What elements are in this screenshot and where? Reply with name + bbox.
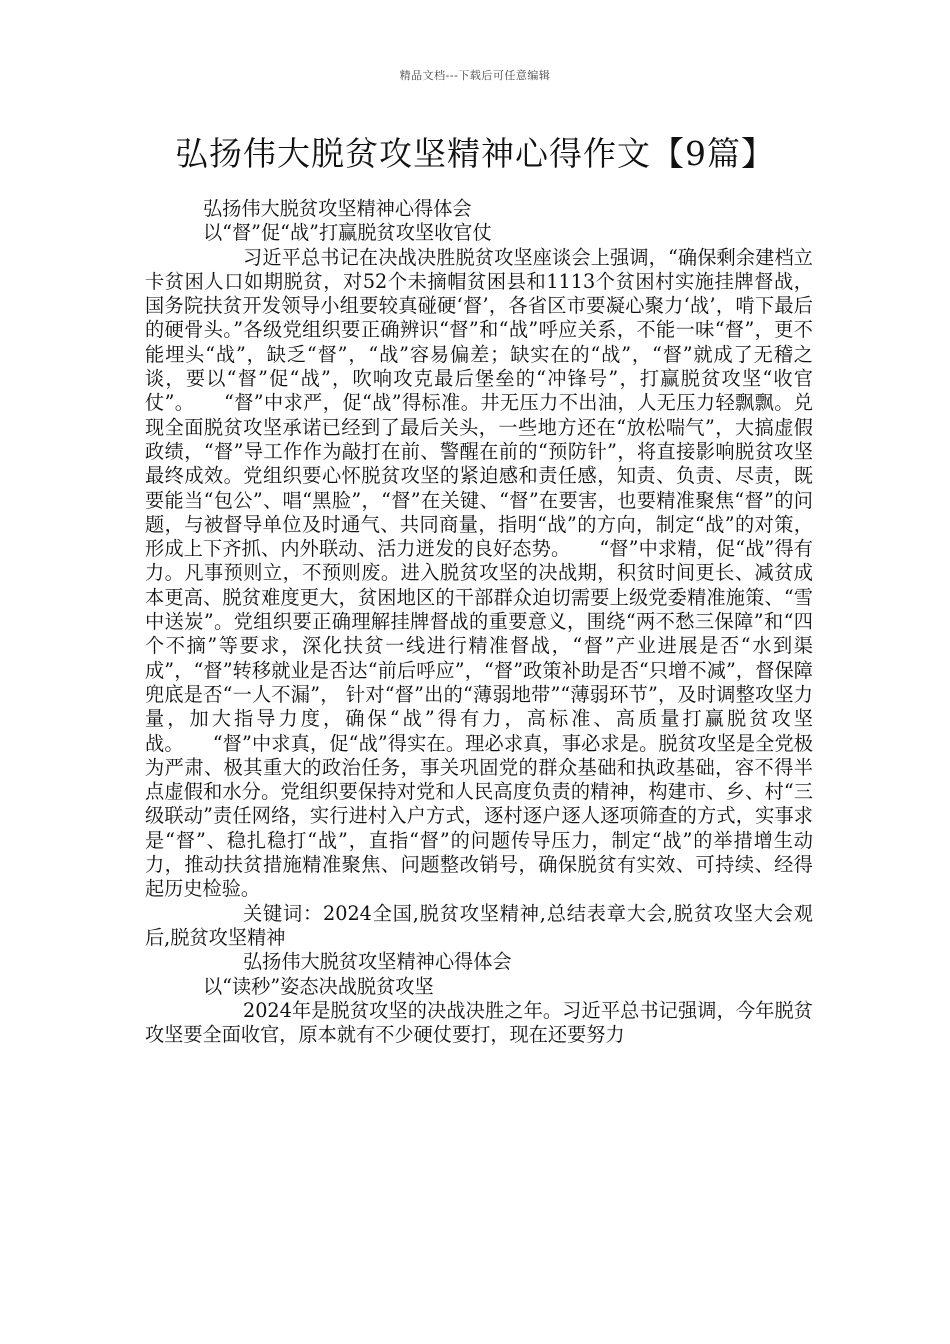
section2-heading: 弘扬伟大脱贫攻坚精神心得体会 <box>243 950 512 974</box>
section1-heading: 弘扬伟大脱贫攻坚精神心得体会 <box>203 197 472 220</box>
section1-subheading: 以“督”促“战”打赢脱贫攻坚收官仗 <box>203 221 492 245</box>
header-note: 精品文档---下载后可任意编辑 <box>399 69 551 82</box>
section2-subheading: 以“读秒”姿态决战脱贫攻坚 <box>203 974 434 998</box>
document-body <box>145 197 813 1047</box>
section1-body: 习近平总书记在决战决胜脱贫攻坚座谈会上强调，“确保剩余建档立卡贫困人口如期脱贫，对52个未摘帽贫困县和1113个贫困村实施挂牌督战，国务院扶贫开发领导小组要较真碰硬‘督’，各省区市要凝心聚力‘战’，啃下最后的硬骨头。”各级党组织要正确辨识“督”和“战”呼应关系，不能一味“督”，更不能埋头“战”，缺乏“督”，“战”容易偏差；缺实在的“战”，“督”就成了无稽之谈，要以“督”促“战”，吹响攻克最后堡垒的“冲锋号”，打赢脱贫攻坚“收官仗”。 “督”中求严，促“战”得标准。井无压力不出油，人无压力轻飘飘。兑现全面脱贫攻坚承诺已经到了最后关头，一些地方还在“放松喘气”，大搞虚假政绩，“督”导工作作为敲打在前、警醒在前的“预防针”，将直接影响脱贫攻坚最终成效。党组织要心怀脱贫攻坚的紧迫感和责任感，知责、负责、尽责，既要能当“包公”、唱“黑脸”，“督”在关键、“督”在要害，也要精准聚焦“督”的问题，与被督导单位及时通气、共同商量，指明“战”的方向，制定“战”的对策，形成上下齐抓、内外联动、活力迸发的良好态势。 “督”中求精，促“战”得有力。凡事预则立，不预则废。进入脱贫攻坚的决战期，积贫时间更长、减贫成本更高、脱贫难度更大，贫困地区的干部群众迫切需要上级党委精准施策、“雪中送炭”。党组织要正确理解挂牌督战的重要意义，围绕“两不愁三保障”和“四个不摘”等要求，深化扶贫一线进行精准督战，“督”产业进展是否“水到渠成”，“督”转移就业是否达“前后呼应”，“督”政策补助是否“只增不减”，督保障兜底是否“一人不漏”， 针对“督”出的“薄弱地带”“薄弱环节”，及时调整攻坚力量，加大指导力度，确保“战”得有力，高标准、高质量打赢脱贫攻坚战。 “督”中求真，促“战”得实在。理必求真，事必求是。脱贫攻坚是全党极为严肃、极其重大的政治任务，事关巩固党的群众基础和执政基础，容不得半点虚假和水分。党组织要保持对党和人民高度负责的精神，构建市、乡、村“三级联动”责任网络，实行进村入户方式，逐村逐户逐人逐项筛查的方式，实事求是“督”、稳扎稳打“战”，直指“督”的问题传导压力，制定“战”的举措增生动力，推动扶贫措施精准聚焦、问题整改销号，确保脱贫有实效、可持续、经得起历史检验。 <box>145 245 813 901</box>
page-title: 弘扬伟大脱贫攻坚精神心得作文【9篇】 <box>175 134 775 173</box>
section2-body: 2024年是脱贫攻坚的决战决胜之年。习近平总书记强调，今年脱贫攻坚要全面收官，原本就有不少硬仗要打，现在还要努力 <box>145 998 813 1047</box>
section1-keywords: 关键词：2024全国,脱贫攻坚精神,总结表章大会,脱贫攻坚大会观后,脱贫攻坚精神 <box>145 901 813 949</box>
